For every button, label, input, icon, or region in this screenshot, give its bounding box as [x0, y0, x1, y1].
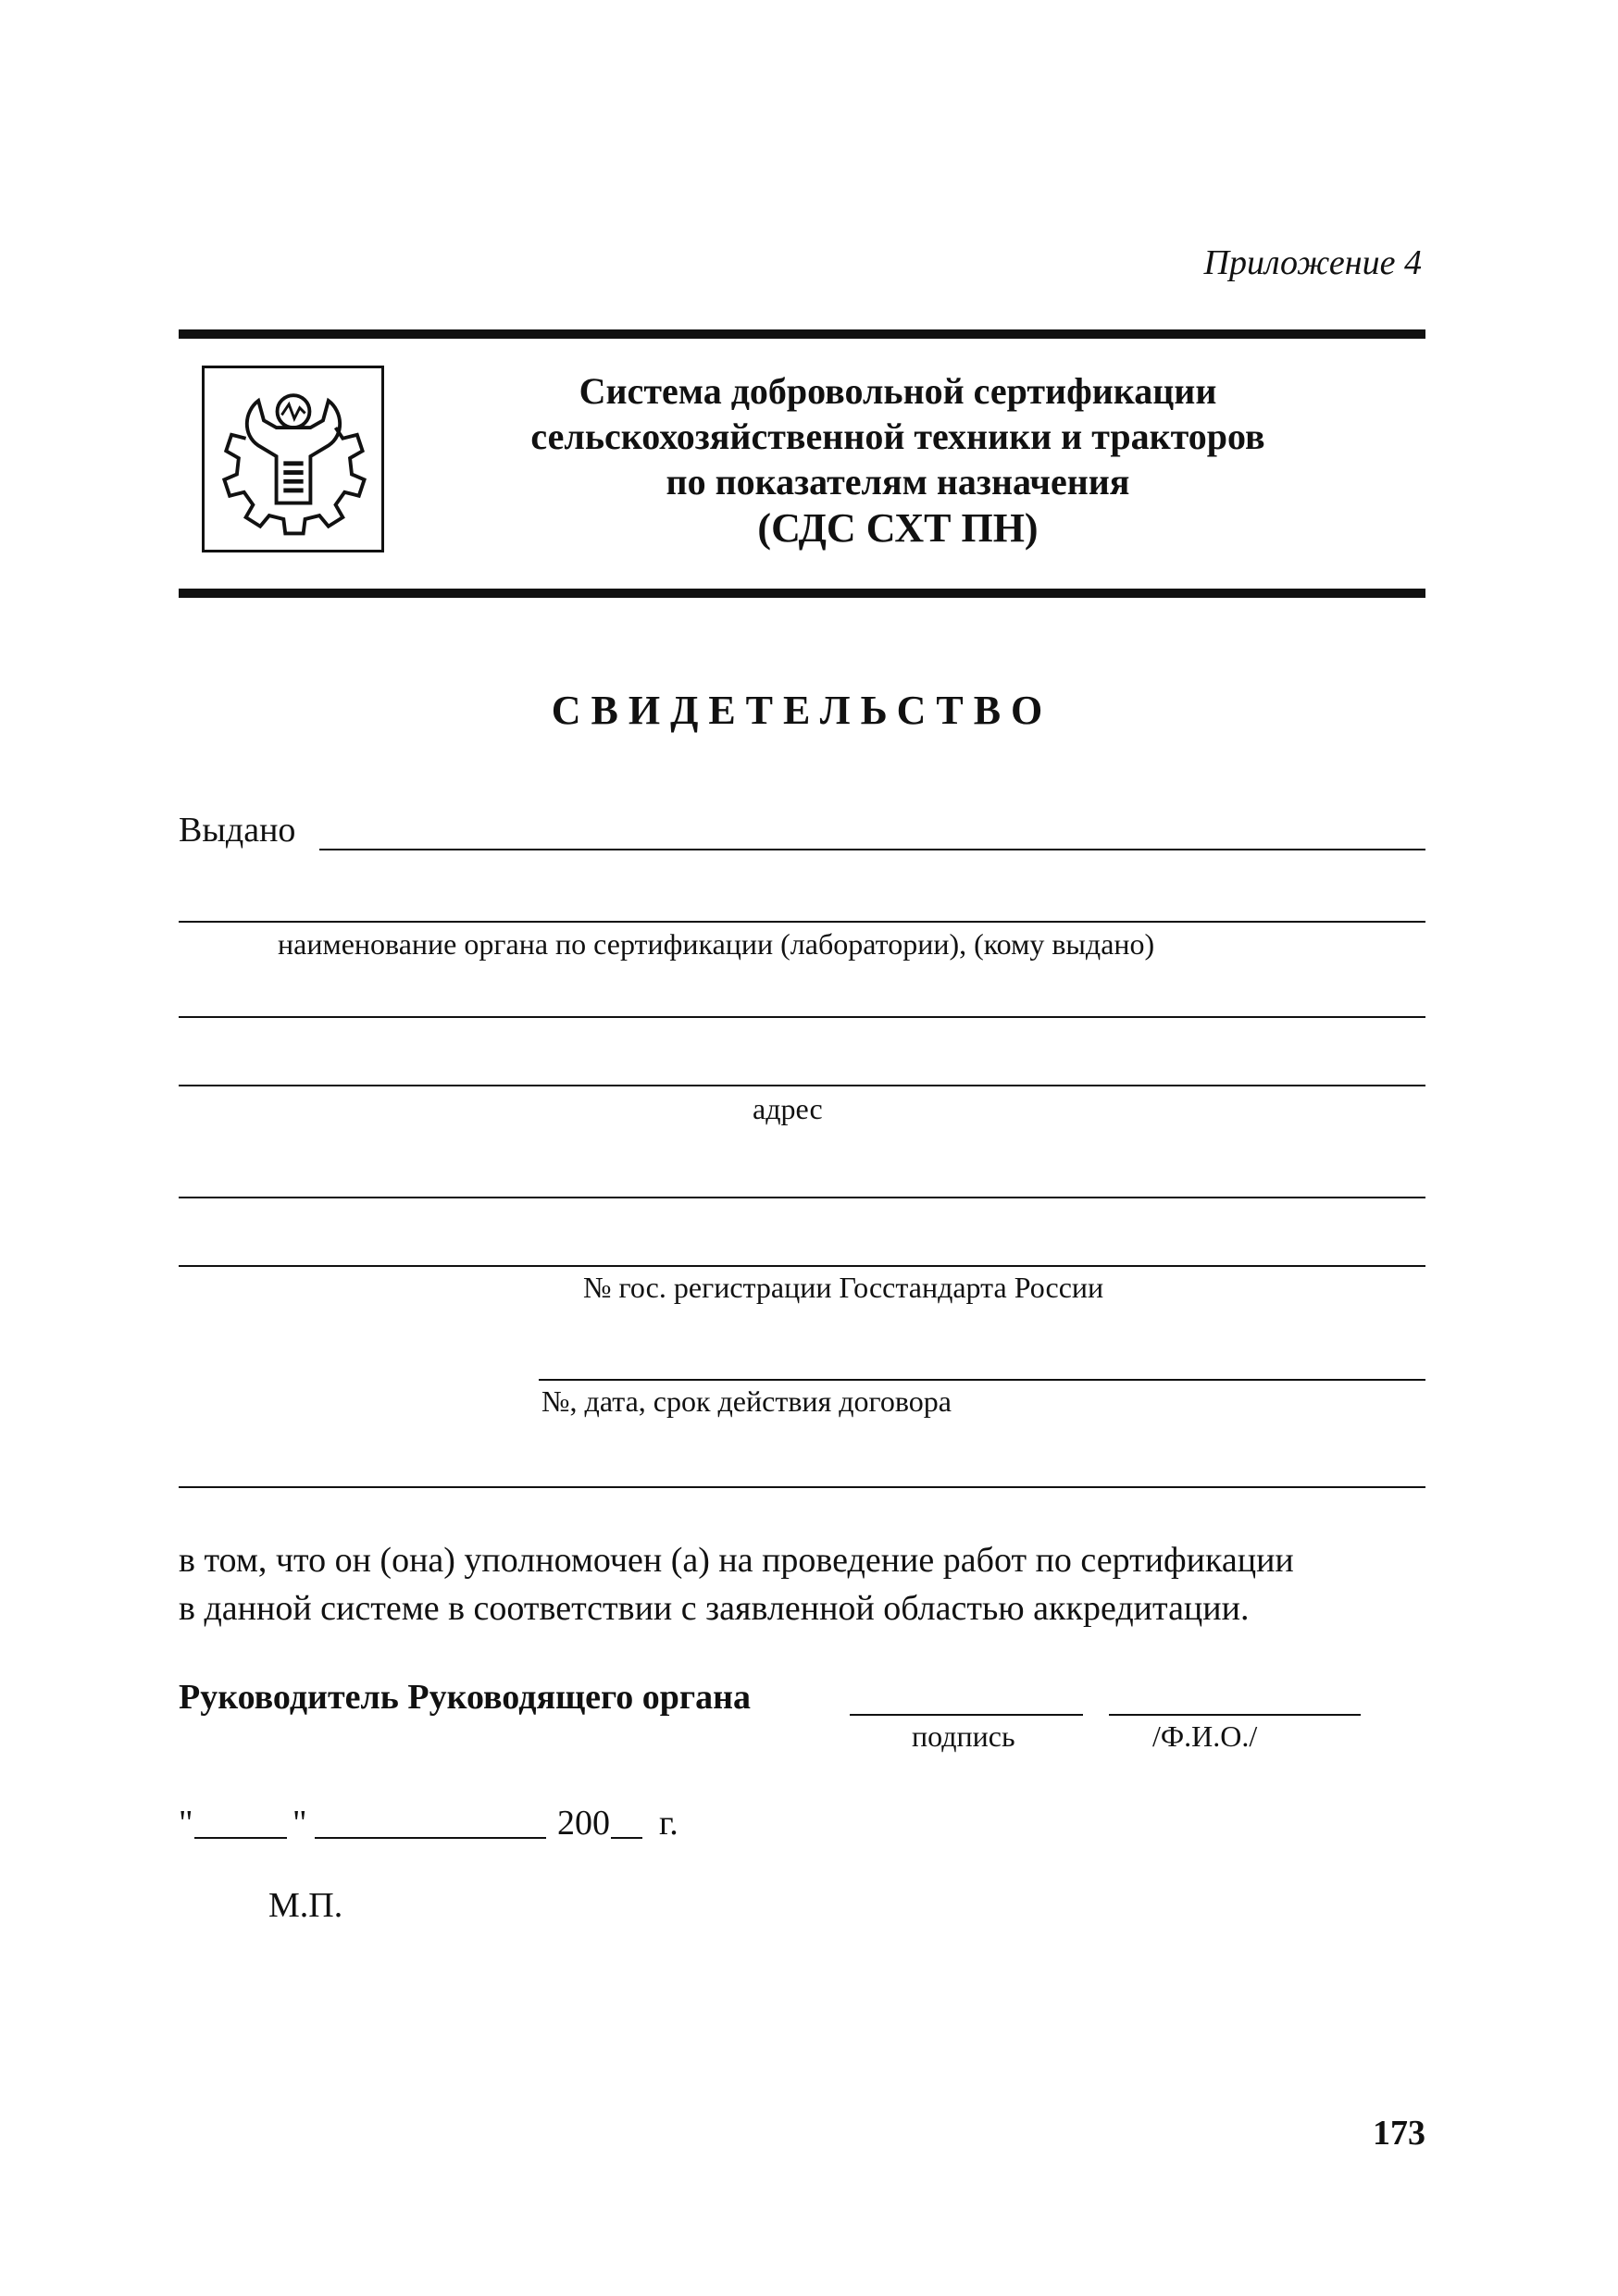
appendix-label: Приложение 4	[1203, 243, 1422, 282]
date-open-quote: "	[179, 1804, 193, 1843]
name-caption: /Ф.И.О./	[1152, 1719, 1258, 1753]
signature-caption: подпись	[912, 1719, 1015, 1753]
date-close-quote: "	[292, 1804, 307, 1843]
system-title-line-2: сельскохозяйственной техники и тракторов	[530, 416, 1265, 457]
document-title: СВИДЕТЕЛЬСТВО	[551, 688, 1053, 733]
registration-caption: № гос. регистрации Госстандарта России	[583, 1271, 1104, 1304]
registration-number-field[interactable]	[179, 1265, 1425, 1267]
address-field[interactable]	[179, 1085, 1425, 1086]
system-title	[463, 368, 1333, 552]
issuer-caption: наименование органа по сертификации (лаборатории), (кому выдано)	[278, 927, 1155, 961]
day-field[interactable]	[194, 1837, 287, 1839]
statement-text	[179, 1536, 1438, 1632]
year-prefix: 200	[557, 1804, 610, 1843]
year-suffix: г.	[659, 1804, 678, 1843]
certification-logo	[202, 366, 384, 552]
system-abbreviation: (СДС СХТ ПН)	[757, 505, 1039, 551]
statement-line-1: в том, что он (она) уполномочен (а) на проведение работ по сертификации	[179, 1541, 1294, 1580]
statement-line-2: в данной системе в соответствии с заявленной областью аккредитации.	[179, 1589, 1250, 1628]
month-field[interactable]	[315, 1837, 546, 1839]
contract-caption: №, дата, срок действия договора	[541, 1384, 952, 1418]
header-bottom-rule	[179, 589, 1425, 598]
issued-to-field[interactable]	[319, 849, 1425, 850]
name-field[interactable]	[1109, 1714, 1361, 1716]
system-title-line-1: Система добровольной сертификации	[579, 370, 1217, 412]
address-caption: адрес	[753, 1092, 823, 1125]
issued-label: Выдано	[179, 811, 296, 850]
year-field[interactable]	[611, 1837, 642, 1839]
contract-extra-field[interactable]	[179, 1486, 1425, 1488]
seal-label: М.П.	[268, 1886, 343, 1925]
issuer-name-field[interactable]	[179, 921, 1425, 923]
page-number: 173	[1373, 2114, 1425, 2153]
extra-line-field[interactable]	[179, 1016, 1425, 1018]
system-title-line-3: по показателям назначения	[666, 461, 1130, 503]
contract-field[interactable]	[539, 1379, 1425, 1381]
signer-label: Руководитель Руководящего органа	[179, 1678, 752, 1717]
signature-field[interactable]	[850, 1714, 1083, 1716]
gear-wrench-logo-icon	[205, 368, 381, 550]
header-top-rule	[179, 329, 1425, 339]
address-extra-field[interactable]	[179, 1197, 1425, 1198]
